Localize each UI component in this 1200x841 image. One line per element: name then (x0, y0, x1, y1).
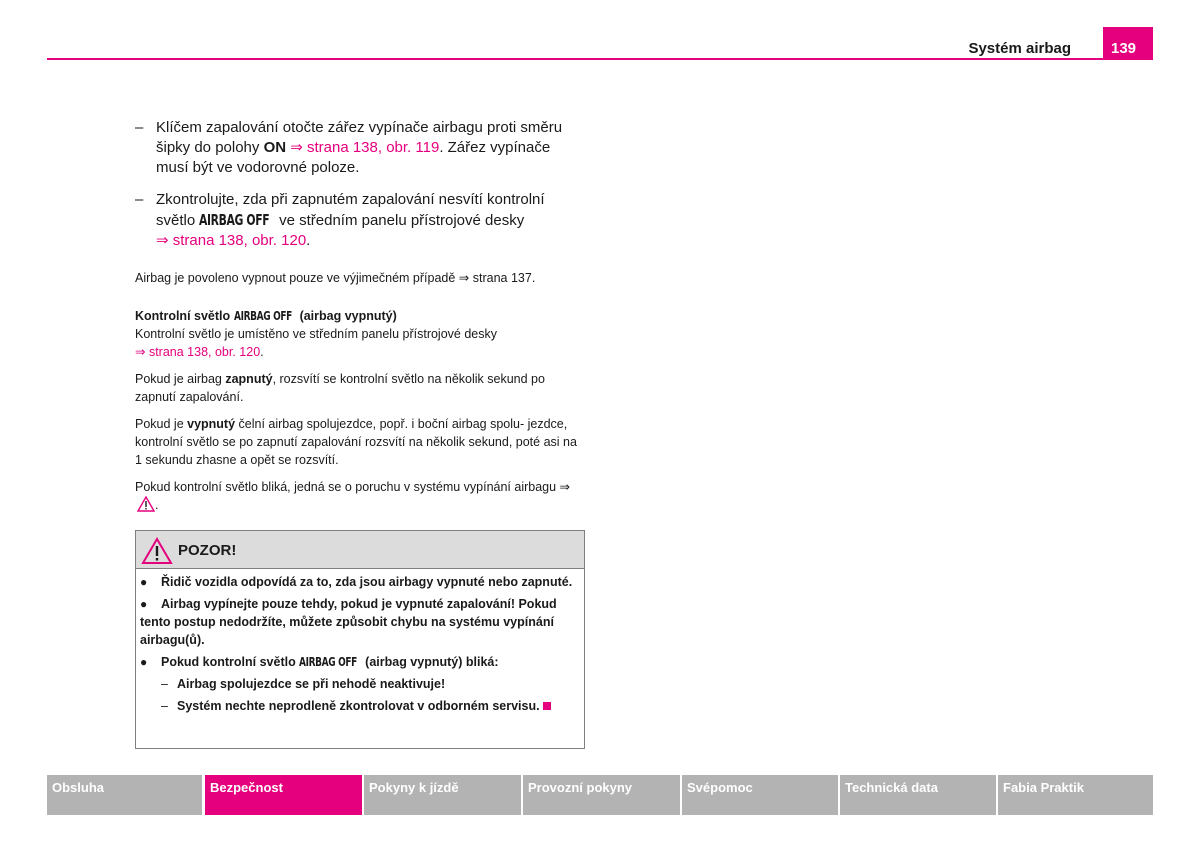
section-heading: Kontrolní světlo AIRBAG OFF (airbag vypnutý) (135, 308, 397, 323)
step-text: Klíčem zapalování otočte zářez vypínače airbagu proti směru šipky do polohy (156, 119, 563, 156)
header-rule (47, 58, 1153, 60)
step-bold: ON (263, 139, 287, 156)
tab-fabia-praktik[interactable]: Fabia Praktik (998, 775, 1153, 815)
page-header-title: Systém airbag (968, 40, 1071, 57)
footer-navigation (47, 775, 1153, 815)
warning-subitem: – Systém nechte neprodleně zkontrolovat v odborném servisu. (140, 697, 580, 715)
warning-subitem: – Airbag spolujezdce se při nehodě neaktivuje! (161, 677, 446, 691)
bullet-icon: ● (140, 575, 148, 589)
step-dash: – (135, 191, 144, 208)
step-text-end: . Zářez vypínače musí být ve vodorovné poloze. (156, 139, 551, 176)
tab-provozni-pokyny[interactable]: Provozní pokyny (523, 775, 680, 815)
step-dash: – (135, 119, 144, 136)
warning-item: ● Airbag vypínejte pouze tehdy, pokud je vypnuté zapalování! Pokud tento postup nedodržíte, můžete způsobit chybu na systému vypínání airbagu(ů). (140, 597, 557, 647)
tab-svepomoc[interactable]: Svépomoc (682, 775, 838, 815)
warning-triangle-icon[interactable] (137, 496, 155, 517)
warning-header (136, 531, 584, 569)
tab-technicka-data[interactable]: Technická data (840, 775, 996, 815)
main-content (135, 118, 585, 526)
tab-pokyny-k-jizde[interactable]: Pokyny k jízdě (364, 775, 521, 815)
warning-item: ● Řidič vozidla odpovídá za to, zda jsou airbagy vypnuté nebo zapnuté. (140, 575, 573, 589)
warning-item: ● Pokud kontrolní světlo AIRBAG OFF (airbag vypnutý) bliká: (140, 654, 499, 669)
warning-title: POZOR! (178, 542, 237, 559)
paragraph-off: Pokud je vypnutý čelní airbag spolujezdce, popř. i boční airbag spolu- jezdce, kontrolní světlo se po zapnutí zapalování rozsvítí na několik sekund, poté asi na 1 sekundu zhasne a opět se rozsvítí. (135, 417, 577, 467)
paragraph-fault: Pokud kontrolní světlo bliká, jedná se o poruchu v systému vypínání airbagu ⇒ . (135, 478, 585, 517)
warning-triangle-icon (141, 537, 173, 570)
step-text-mid: ve středním panelu přístrojové desky (274, 212, 525, 229)
warning-box (135, 530, 585, 749)
tab-obsluha[interactable]: Obsluha (47, 775, 202, 815)
step-text: Zkontrolujte, zda při zapnutém zapalování nesvítí kontrolní světlo (156, 191, 545, 229)
paragraph-location: Kontrolní světlo je umístěno ve středním panelu přístrojové desky ⇒ strana 138, obr. 120. (135, 327, 497, 359)
airbag-off-symbol: AIRBAG OFF (233, 308, 292, 323)
instruction-step-1 (135, 118, 585, 178)
page-number: 139 (1103, 27, 1153, 59)
note-paragraph: Airbag je povoleno vypnout pouze ve výjimečném případě ⇒ strana 137. (135, 271, 536, 285)
cross-reference-link[interactable]: ⇒ strana 138, obr. 120 (156, 232, 307, 249)
airbag-off-symbol: AIRBAG OFF (199, 211, 270, 229)
cross-reference-link[interactable]: ⇒ strana 138, obr. 119 (286, 139, 440, 156)
airbag-off-symbol: AIRBAG OFF (299, 654, 358, 669)
instruction-step-2 (135, 190, 585, 251)
bullet-icon: ● (140, 655, 148, 669)
cross-reference-link[interactable]: ⇒ strana 138, obr. 120 (135, 345, 261, 359)
paragraph-on: Pokud je airbag zapnutý, rozsvítí se kontrolní světlo na několik sekund po zapnutí zapalování. (135, 372, 545, 404)
tab-bezpecnost[interactable]: Bezpečnost (205, 775, 362, 815)
end-marker-icon (543, 702, 551, 710)
step-text-end: . (306, 232, 311, 249)
bullet-icon: ● (140, 597, 148, 611)
warning-body (136, 569, 584, 715)
